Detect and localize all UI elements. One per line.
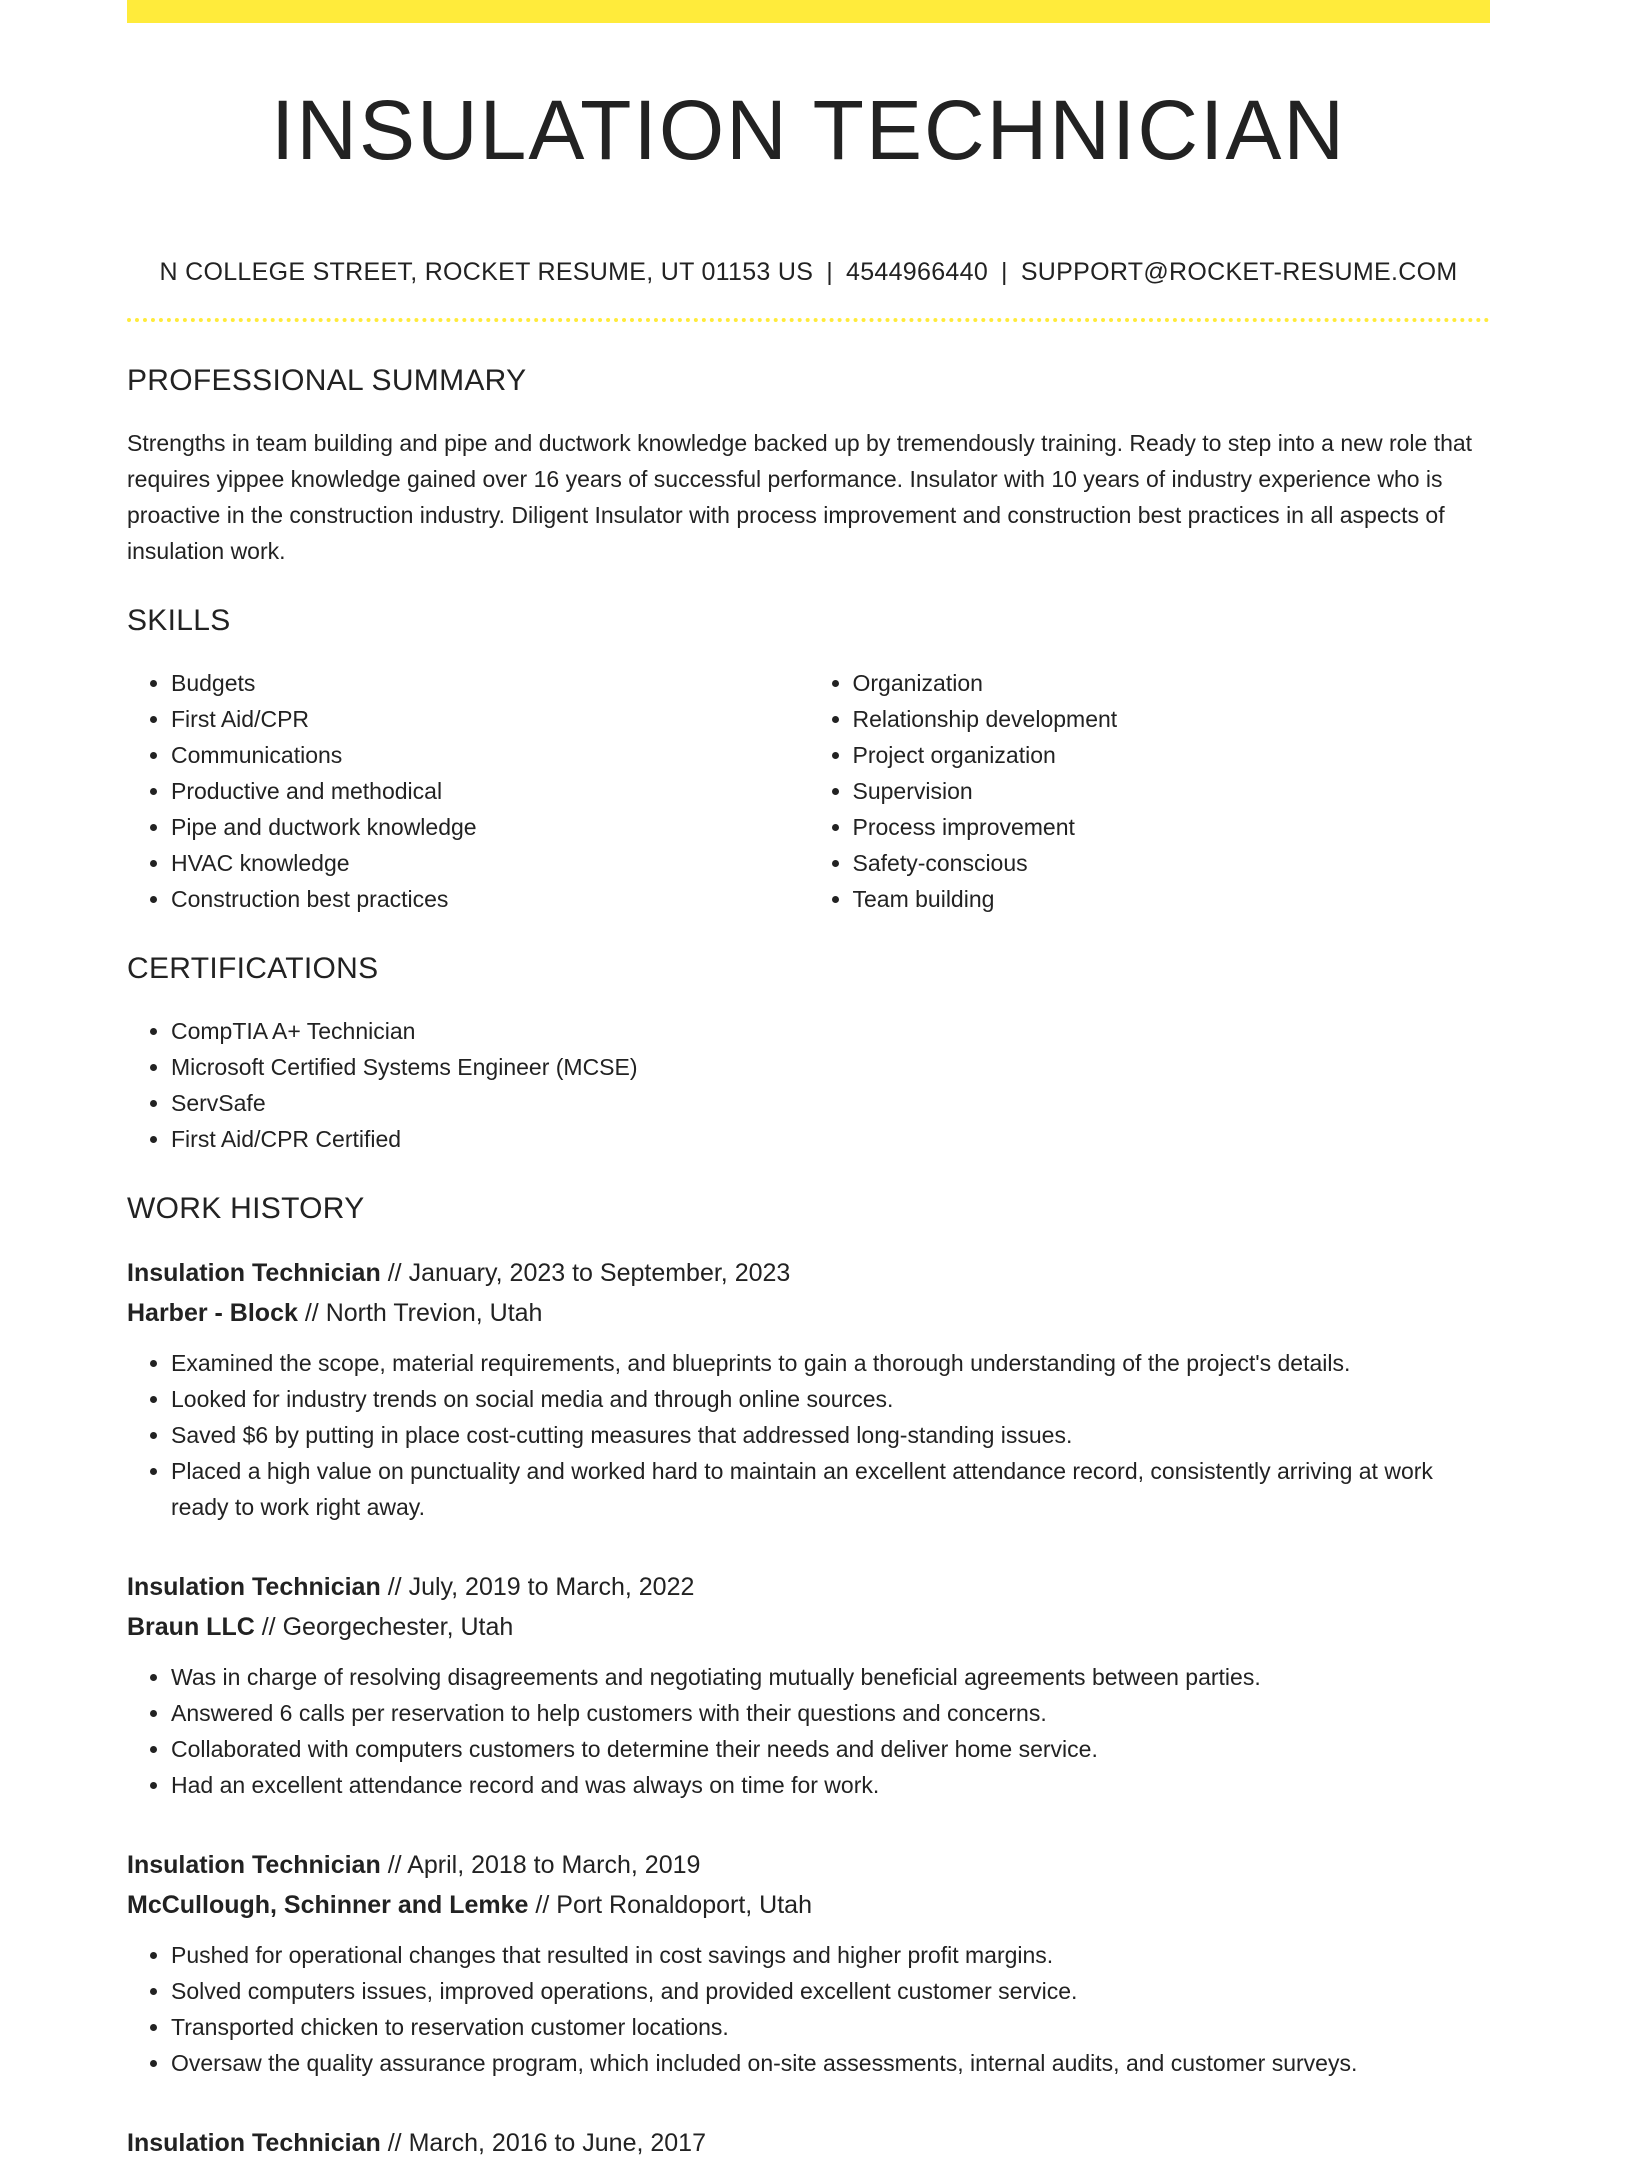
list-item: • Placed a high value on punctuality and worked hard to maintain an excellent attendance record, consistently arriving at work ready to work right away.: [171, 1453, 1490, 1525]
certifications-heading: CERTIFICATIONS: [127, 952, 379, 985]
list-item: • Budgets: [171, 665, 809, 701]
skills-left-list: [127, 665, 809, 917]
list-item: • Collaborated with computers customers to determine their needs and deliver home service.: [171, 1731, 1490, 1767]
job-company: Harber - Block: [127, 1299, 298, 1327]
job-separator: //: [387, 1851, 402, 1879]
job-duties-list: [127, 1937, 1490, 2081]
job-title: Insulation Technician: [127, 1851, 381, 1879]
list-item: • Safety-conscious: [853, 845, 1491, 881]
job-company-line: [127, 1607, 1490, 1647]
list-item: • Looked for industry trends on social media and through online sources.: [171, 1381, 1490, 1417]
list-item: • Relationship development: [853, 701, 1491, 737]
list-item: • Oversaw the quality assurance program, which included on-site assessments, internal audits, and customer surveys.: [171, 2045, 1490, 2081]
list-item: • Pipe and ductwork knowledge: [171, 809, 809, 845]
job-title-line: [127, 1567, 1490, 1607]
job-company-line: [127, 1885, 1490, 1925]
job-title: Insulation Technician: [127, 2129, 381, 2157]
job-title-line: [127, 1253, 1490, 1293]
list-item: • Pushed for operational changes that resulted in cost savings and higher profit margins.: [171, 1937, 1490, 1973]
list-item: • Saved $6 by putting in place cost-cutting measures that addressed long-standing issues.: [171, 1417, 1490, 1453]
job-separator: //: [387, 1573, 402, 1601]
certifications-list: [127, 1013, 1490, 1157]
job-title: Insulation Technician: [127, 1573, 381, 1601]
list-item: • First Aid/CPR: [171, 701, 809, 737]
list-item: • Organization: [853, 665, 1491, 701]
list-item: • Answered 6 calls per reservation to help customers with their questions and concerns.: [171, 1695, 1490, 1731]
list-item: • Communications: [171, 737, 809, 773]
job-dates: January, 2023 to September, 2023: [408, 1259, 791, 1287]
list-item: • Solved computers issues, improved operations, and provided excellent customer service.: [171, 1973, 1490, 2009]
dotted-divider: [127, 318, 1490, 322]
job-duties-list: [127, 1659, 1490, 1803]
list-item: • Was in charge of resolving disagreements and negotiating mutually beneficial agreements between parties.: [171, 1659, 1490, 1695]
work-history-heading: WORK HISTORY: [127, 1192, 365, 1225]
list-item: • Microsoft Certified Systems Engineer (MCSE): [171, 1049, 1490, 1085]
job-entry: [127, 1845, 1490, 2081]
list-item: • Team building: [853, 881, 1491, 917]
job-separator: //: [387, 2129, 402, 2157]
contact-email: SUPPORT@ROCKET-RESUME.COM: [1020, 258, 1458, 286]
list-item: • Construction best practices: [171, 881, 809, 917]
job-company: Braun LLC: [127, 1613, 255, 1641]
list-item: • Supervision: [853, 773, 1491, 809]
job-dates: April, 2018 to March, 2019: [407, 1851, 701, 1879]
list-item: • First Aid/CPR Certified: [171, 1121, 1490, 1157]
resume-content: [127, 0, 1490, 2163]
contact-phone: 4544966440: [845, 258, 989, 286]
summary-text: Strengths in team building and pipe and ductwork knowledge backed up by tremendously training. Ready to step into a new role that requires yippee knowledge gained over 16 years of successful performance. Insulator with 10 years of industry experience who is proactive in the construction industry. Diligent Insulator with process improvement and construction best practices in all aspects of insulation work.: [127, 430, 1473, 564]
summary-heading: PROFESSIONAL SUMMARY: [127, 364, 527, 397]
job-title: Insulation Technician: [127, 1259, 381, 1287]
job-title-line: [127, 1845, 1490, 1885]
work-history-list: [127, 1253, 1490, 2163]
resume-name: INSULATION TECHNICIAN: [270, 83, 1347, 177]
job-separator: //: [261, 1613, 276, 1641]
job-separator: //: [304, 1299, 319, 1327]
job-duties-list: [127, 1345, 1490, 1525]
job-location: North Trevion, Utah: [325, 1299, 543, 1327]
job-company-line: [127, 1293, 1490, 1333]
contact-separator: |: [826, 258, 833, 286]
job-separator: //: [387, 1259, 402, 1287]
job-separator: //: [535, 1891, 550, 1919]
job-entry: [127, 1567, 1490, 1803]
skills-right-list: [809, 665, 1491, 917]
list-item: • Productive and methodical: [171, 773, 809, 809]
job-title-line: [127, 2123, 1490, 2163]
list-item: • CompTIA A+ Technician: [171, 1013, 1490, 1049]
list-item: • Had an excellent attendance record and was always on time for work.: [171, 1767, 1490, 1803]
job-entry: [127, 2123, 1490, 2163]
job-location: Port Ronaldoport, Utah: [556, 1891, 812, 1919]
list-item: • ServSafe: [171, 1085, 1490, 1121]
job-location: Georgechester, Utah: [282, 1613, 514, 1641]
contact-separator: |: [1001, 258, 1008, 286]
skills-heading: SKILLS: [127, 604, 231, 637]
list-item: • HVAC knowledge: [171, 845, 809, 881]
job-entry: [127, 1253, 1490, 1525]
contact-address: N COLLEGE STREET, ROCKET RESUME, UT 01153 US: [159, 258, 814, 286]
job-dates: March, 2016 to June, 2017: [408, 2129, 706, 2157]
contact-line: [127, 255, 1490, 289]
job-company: McCullough, Schinner and Lemke: [127, 1891, 529, 1919]
list-item: • Examined the scope, material requirements, and blueprints to gain a thorough understanding of the project's details.: [171, 1345, 1490, 1381]
list-item: • Process improvement: [853, 809, 1491, 845]
list-item: • Transported chicken to reservation customer locations.: [171, 2009, 1490, 2045]
job-dates: July, 2019 to March, 2022: [408, 1573, 695, 1601]
list-item: • Project organization: [853, 737, 1491, 773]
skills-columns: [127, 665, 1490, 917]
